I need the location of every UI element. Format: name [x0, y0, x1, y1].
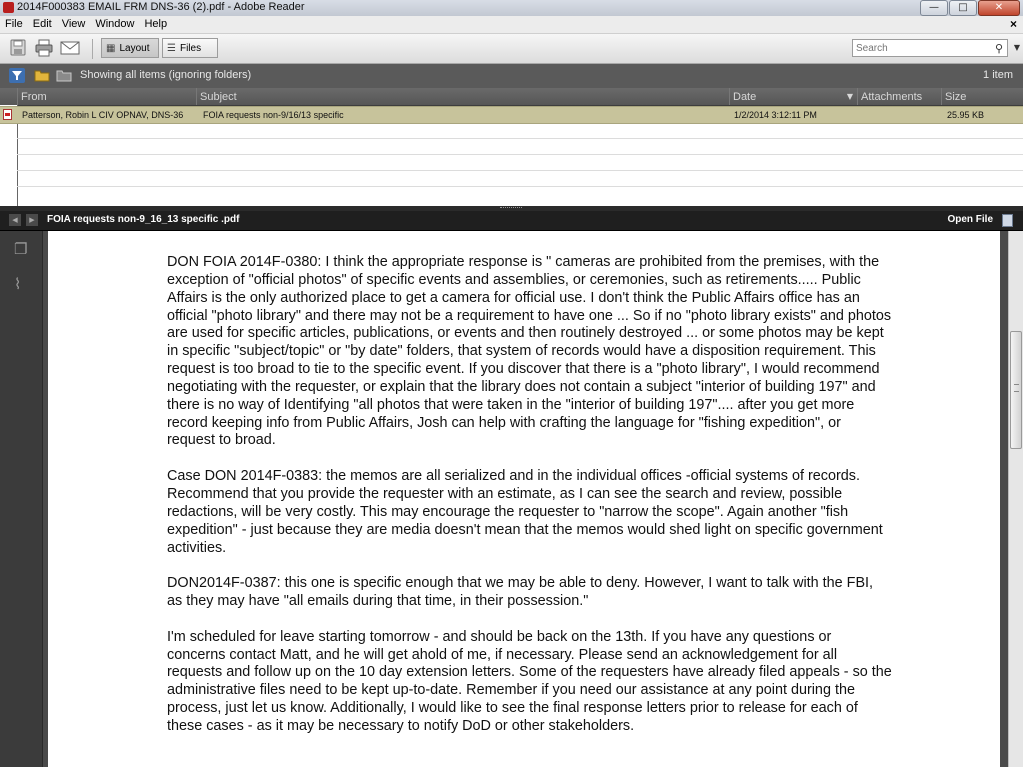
scrollbar-grip [1014, 384, 1019, 392]
open-file-button[interactable]: Open File [947, 214, 993, 225]
column-date-label: Date [733, 91, 757, 103]
pdf-file-icon [3, 109, 12, 120]
document-filename: FOIA requests non-9_16_13 specific .pdf [47, 214, 240, 225]
email-icon[interactable] [60, 39, 80, 57]
scrollbar-thumb[interactable] [1010, 331, 1022, 449]
paragraph-foia-0380: DON FOIA 2014F-0380: I think the appropriate response is " cameras are prohibited from the premises, with the exception of "official photos" of specific events and assemblies, or ceremonies, such as retirements..... Public Affairs is the only authorized place to get a camera for official use. I don't think the Public Affairs office has an official "photo library" and there may not be a requirement to have one ... So if no "photo library exists" and photos are used for specific articles, publications, or events and then routinely destroyed ... or some photos may be kept in specific "subject/topic" or "by date" folders, that system of records would have a disposition requirement. This request is too broad to tie to the specific event. If you discover that there is a "photo library", I would recommend negotiating with the requester, or explain that the library does not contain a subject "interior of building 197" and there is no way of Identifying "all photos that were taken in the "interior of building 197".... after you get more record keeping info from Public Affairs, Josh can help with crafting the language for "fishing expedition", or request to broad. [167, 254, 892, 449]
menu-view[interactable]: View [61, 18, 86, 30]
adobe-reader-icon [3, 2, 14, 13]
column-size[interactable]: Size [941, 88, 1023, 105]
column-subject[interactable]: Subject [196, 88, 729, 105]
print-icon[interactable] [34, 39, 54, 57]
close-window-button[interactable]: ✕ [978, 0, 1020, 16]
row-divider [17, 186, 1023, 187]
filter-icon[interactable] [9, 68, 25, 83]
row-from: Patterson, Robin L CIV OPNAV, DNS-36 [22, 110, 184, 120]
column-from[interactable]: From [17, 88, 196, 105]
toolbar [0, 34, 1023, 64]
paragraph-foia-0387: DON2014F-0387: this one is specific enough that we may be able to deny. However, I want to talk with the FBI, as they may have "all emails during that time, in their possession." [167, 575, 874, 610]
document-header [0, 211, 1023, 231]
close-document-icon[interactable]: × [1009, 17, 1017, 31]
attachment-list [0, 88, 1023, 206]
folder-icon[interactable] [34, 68, 50, 83]
files-label: Files [179, 43, 202, 54]
minimize-button[interactable]: — [920, 0, 948, 16]
sort-desc-icon: ▼ [846, 92, 853, 101]
files-button[interactable] [162, 38, 218, 58]
window-title: 2014F000383 EMAIL FRM DNS-36 (2).pdf - Adobe Reader [17, 1, 305, 13]
save-icon[interactable] [8, 39, 28, 57]
layout-label: Layout [119, 43, 150, 54]
filter-status: Showing all items (ignoring folders) [80, 69, 252, 81]
folder-outline-icon[interactable] [56, 68, 72, 83]
list-header [0, 88, 1023, 106]
row-divider [17, 170, 1023, 171]
title-bar [0, 0, 1023, 17]
list-icon: ☰ [167, 43, 176, 54]
row-subject: FOIA requests non-9/16/13 specific [203, 110, 344, 120]
paragraph-leave-notice: I'm scheduled for leave starting tomorrow - and should be back on the 13th. If you have any questions or concerns contact Matt, and he will get ahold of me, if necessary. Please send an acknowledgement for all requests and follow up on the 10 day extension letters. Some of the requesters have already filed appeals - so the administrative files need to be kept up-to-date. Remember if you need our assistance at any point during the process, just let us know. Additionally, I would like to see the final response letters prior to release for each of these cases - as it may be necessary to notify DoD or other stakeholders. [167, 628, 892, 734]
splitter-grip[interactable] [500, 207, 522, 210]
document-body [167, 254, 892, 754]
column-attachments[interactable]: Attachments [857, 88, 941, 105]
maximize-button[interactable]: □ [949, 0, 977, 16]
previous-file-button[interactable]: ◀ [9, 214, 21, 226]
document-view [43, 231, 1008, 767]
menu-bar [0, 16, 1023, 34]
menu-help[interactable]: Help [144, 18, 168, 30]
search-box[interactable] [852, 39, 1008, 57]
column-date[interactable] [729, 88, 857, 105]
paragraph-foia-0383: Case DON 2014F-0383: the memos are all serialized and in the individual offices -official systems of records. Recommend that you provide the requester with an estimate, as I can see the search and review, possible redactions, will be very costly. This may encourage the requester to "narrow the scope". Again another "fish expedition" - just because they are media doesn't mean that the memos would shed light on specific government activities. [167, 468, 883, 556]
grid-icon: ▦ [106, 43, 116, 54]
table-row[interactable] [0, 106, 1023, 124]
vertical-scrollbar[interactable] [1008, 231, 1023, 767]
row-size: 25.95 KB [947, 110, 985, 120]
navigation-panel [0, 231, 43, 767]
next-file-button[interactable]: ▶ [26, 214, 38, 226]
pages-icon[interactable]: ❐ [14, 240, 28, 258]
pdf-page [48, 231, 1000, 767]
menu-window[interactable]: Window [95, 18, 135, 30]
menu-file[interactable]: File [5, 18, 23, 30]
filter-bar [0, 64, 1023, 89]
toolbar-separator [92, 39, 93, 59]
search-input[interactable] [856, 41, 986, 55]
menu-edit[interactable]: Edit [32, 18, 52, 30]
open-file-icon[interactable] [1002, 214, 1013, 227]
row-date: 1/2/2014 3:12:11 PM [734, 110, 817, 120]
layout-button[interactable] [101, 38, 159, 58]
binoculars-icon[interactable]: ⚲ [994, 42, 1003, 55]
attachments-paperclip-icon[interactable]: ⌇ [14, 275, 22, 293]
toolbar-more-icon[interactable]: ▼ [1013, 43, 1020, 52]
row-divider [17, 154, 1023, 155]
row-divider [17, 138, 1023, 139]
item-count: 1 item [983, 69, 1013, 81]
